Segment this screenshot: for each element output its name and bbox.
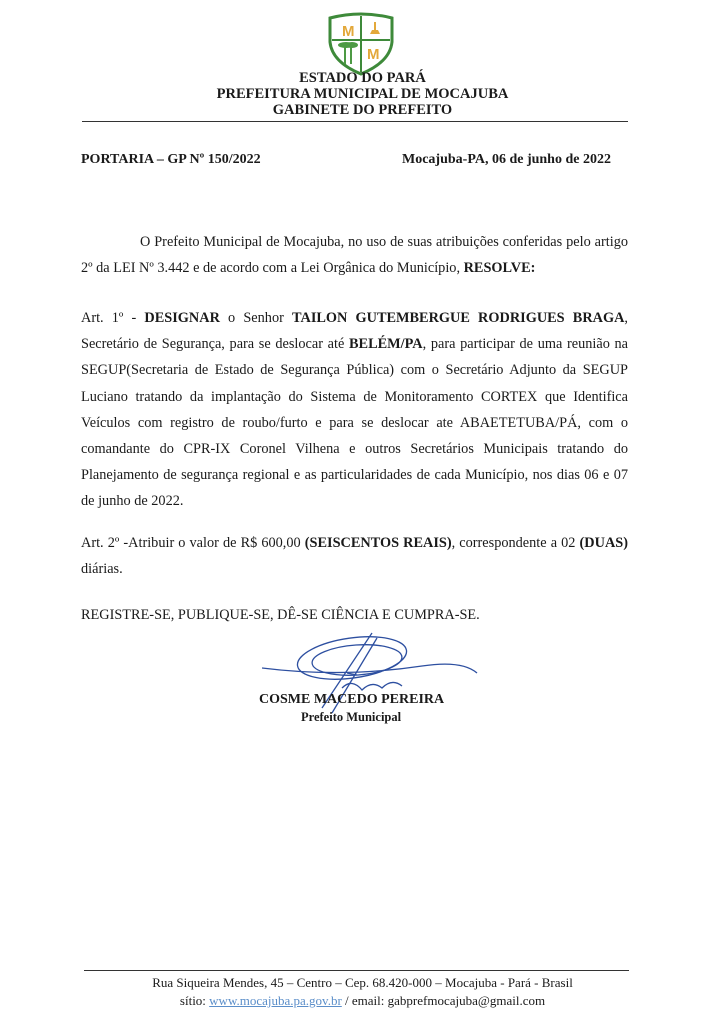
- days-words: (DUAS): [579, 535, 628, 551]
- municipal-crest: [322, 12, 400, 76]
- article-1-text-a: o Senhor: [219, 310, 293, 326]
- place-date: Mocajuba-PA, 06 de junho de 2022: [402, 152, 611, 167]
- footer-contact: [0, 992, 725, 1010]
- svg-text:M: M: [342, 23, 355, 40]
- letterhead-prefecture: PREFEITURA MUNICIPAL DE MOCAJUBA: [216, 86, 509, 102]
- svg-text:M: M: [367, 46, 380, 63]
- article-2-label: Art. 2º -Atribuir o valor de R$ 600,00: [81, 535, 305, 551]
- letterhead-cabinet: GABINETE DO PREFEITO: [272, 102, 453, 118]
- article-1-label: Art. 1º -: [81, 310, 145, 326]
- article-2: [81, 530, 628, 582]
- footer-address: Rua Siqueira Mendes, 45 – Centro – Cep. 68.420-000 – Mocajuba - Pará - Brasil: [152, 975, 573, 990]
- footer-divider: [84, 970, 629, 971]
- email-address: gabprefmocajuba@gmail.com: [387, 993, 546, 1008]
- preamble: [81, 229, 628, 281]
- article-1-verb: DESIGNAR: [144, 310, 220, 326]
- site-label: sítio:: [179, 993, 210, 1008]
- article-1-text-c: , para participar de uma reunião na SEGUP(Secretaria de Estado de Segurança Pública) com o Secretário Adjunto da SEGUP Luciano tratando da implantação do Sistema de Monitoramento CORTEX que Identifica Veículos com registro de roubo/furto e para se deslocar ate ABAETETUBA/PÁ, com o comandante do CPR-IX Coronel Vilhena e outros Secretários Municipais tratando do Planejamento de segurança regional e as particularidades de cada Município, nos dias 06 e 07 de junho de 2022.: [81, 336, 628, 510]
- header-divider: [82, 121, 628, 122]
- resolve-keyword: RESOLVE:: [463, 260, 536, 277]
- website-link[interactable]: www.mocajuba.pa.gov.br: [209, 993, 342, 1008]
- amount-words: (SEISCENTOS REAIS): [304, 535, 452, 551]
- signatory-role: Prefeito Municipal: [301, 710, 402, 724]
- signatory-name: COSME MACEDO PEREIRA: [259, 692, 445, 707]
- destination: BELÉM/PA: [349, 336, 423, 353]
- coat-of-arms-icon: [322, 12, 400, 76]
- article-2-text-b: diárias.: [81, 561, 123, 578]
- preamble-text: O Prefeito Municipal de Mocajuba, no uso de suas atribuições conferidas pelo artigo 2º da LEI Nº 3.442 e de acordo com a Lei Orgânica do Município,: [81, 234, 628, 277]
- letterhead-state: ESTADO DO PARÁ: [299, 70, 426, 86]
- article-2-text-a: , correspondente a 02: [451, 535, 580, 551]
- portaria-number: PORTARIA – GP Nº 150/2022: [81, 152, 261, 167]
- article-1: [81, 305, 628, 515]
- article-1-text-b: , Secretário de Segurança, para se deslocar até: [81, 310, 628, 353]
- designee-name: TAILON GUTEMBERGUE RODRIGUES BRAGA: [292, 310, 625, 326]
- closing-formula: REGISTRE-SE, PUBLIQUE-SE, DÊ-SE CIÊNCIA E CUMPRA-SE.: [81, 607, 480, 623]
- contact-separator: / email:: [341, 993, 388, 1008]
